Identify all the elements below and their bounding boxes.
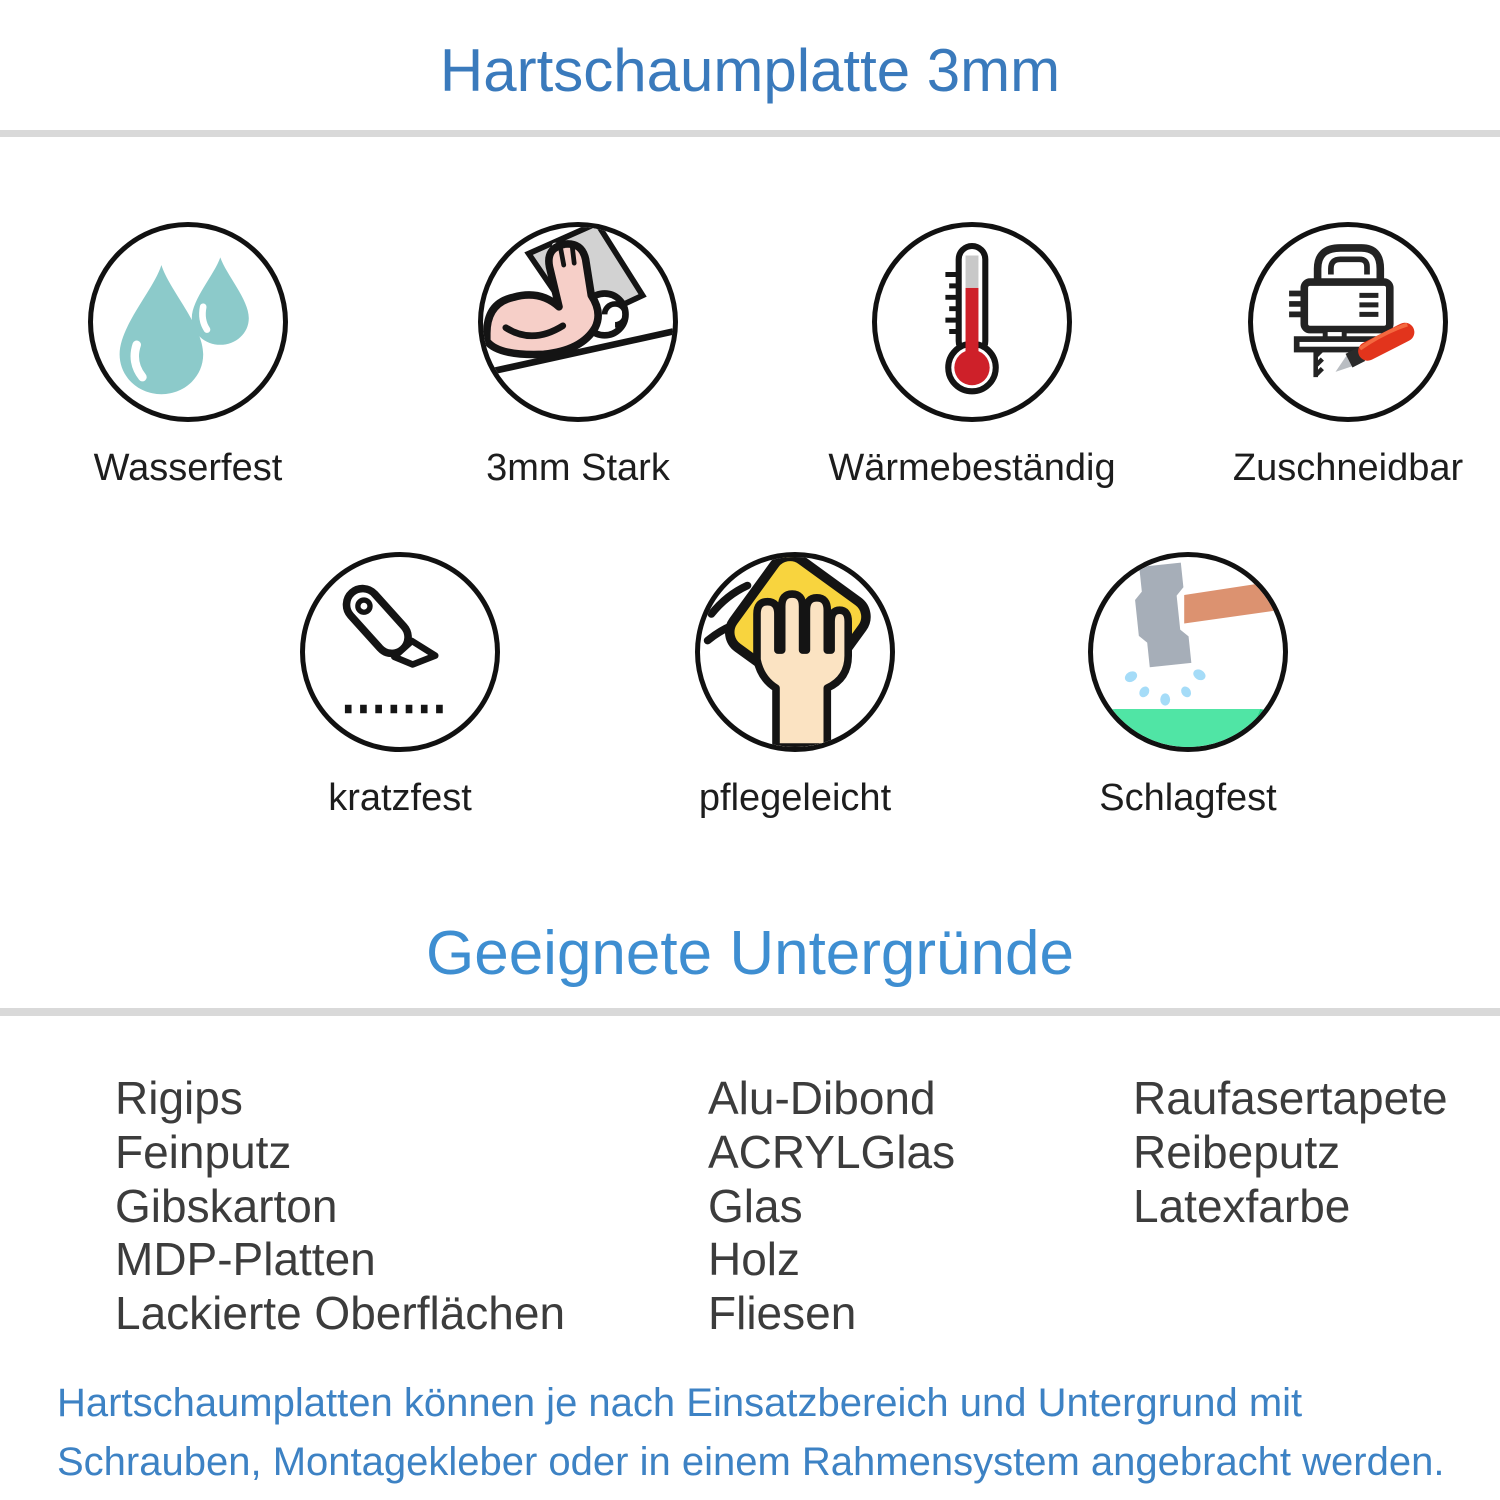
feature-zuschneidbar bbox=[1178, 222, 1500, 490]
hammer-icon bbox=[1093, 557, 1283, 747]
check-icon bbox=[628, 1128, 686, 1175]
feature-circle bbox=[695, 552, 895, 752]
checklist-item bbox=[628, 1179, 955, 1233]
feature-label: Zuschneidbar bbox=[1232, 447, 1464, 489]
surfaces-column-1 bbox=[35, 1071, 565, 1340]
surfaces-column-2 bbox=[628, 1071, 955, 1340]
check-icon bbox=[628, 1182, 686, 1229]
thermometer-icon bbox=[877, 227, 1067, 417]
surface-label: Glas bbox=[708, 1179, 803, 1232]
page-title: Hartschaumplatte 3mm bbox=[439, 37, 1061, 104]
checklist-item bbox=[35, 1179, 565, 1233]
feature-label: kratzfest bbox=[328, 777, 472, 819]
check-icon bbox=[35, 1290, 93, 1337]
check-icon bbox=[628, 1290, 686, 1337]
surface-label: Latexfarbe bbox=[1133, 1179, 1351, 1232]
checklist-item bbox=[628, 1286, 955, 1340]
check-icon bbox=[35, 1074, 93, 1121]
feature-wasserfest bbox=[18, 222, 358, 490]
checklist-item bbox=[35, 1286, 565, 1340]
feature-label: Schlagfest bbox=[1099, 777, 1277, 819]
check-icon bbox=[35, 1236, 93, 1283]
check-icon bbox=[1053, 1074, 1111, 1121]
footer-note-line2: Schrauben, Montagekleber oder in einem Rahmensystem angebracht werden. bbox=[57, 1440, 1445, 1484]
feature-schlagfest bbox=[1018, 552, 1358, 820]
surface-label: ACRYLGlas bbox=[708, 1125, 956, 1178]
checklist-item bbox=[628, 1071, 955, 1125]
jigsaw-icon bbox=[1253, 227, 1443, 417]
check-icon bbox=[1053, 1128, 1111, 1175]
feature-3mm-stark bbox=[408, 222, 748, 490]
surface-label: Alu-Dibond bbox=[708, 1071, 936, 1124]
surface-label: Fliesen bbox=[708, 1287, 857, 1340]
feature-circle bbox=[872, 222, 1072, 422]
feature-label: pflegeleicht bbox=[698, 777, 892, 819]
surface-label: Gibskarton bbox=[115, 1179, 338, 1232]
checklist-item bbox=[35, 1125, 565, 1179]
surface-label: MDP-Platten bbox=[115, 1233, 376, 1286]
check-icon bbox=[1053, 1182, 1111, 1229]
surface-label: Lackierte Oberflächen bbox=[115, 1287, 566, 1340]
surface-label: Rigips bbox=[115, 1071, 243, 1124]
cutter-knife-icon bbox=[305, 557, 495, 747]
water-drops-icon bbox=[93, 227, 283, 417]
feature-pflegeleicht bbox=[625, 552, 965, 820]
check-icon bbox=[35, 1182, 93, 1229]
surface-label: Reibeputz bbox=[1133, 1125, 1341, 1178]
checklist-item bbox=[628, 1125, 955, 1179]
feature-waermebestaendig bbox=[802, 222, 1142, 490]
feature-circle bbox=[300, 552, 500, 752]
feature-label: Wärmebeständig bbox=[828, 447, 1116, 489]
muscle-arm-icon bbox=[483, 227, 673, 417]
checklist-item bbox=[35, 1071, 565, 1125]
feature-kratzfest bbox=[230, 552, 570, 820]
section-title-untergruende: Geeignete Untergründe bbox=[425, 919, 1074, 988]
checklist-item bbox=[628, 1232, 955, 1286]
check-icon bbox=[35, 1128, 93, 1175]
feature-label: Wasserfest bbox=[93, 447, 283, 489]
feature-circle bbox=[478, 222, 678, 422]
check-icon bbox=[628, 1074, 686, 1121]
surface-label: Raufasertapete bbox=[1133, 1071, 1448, 1124]
surface-label: Feinputz bbox=[115, 1125, 292, 1178]
footer-note bbox=[57, 1374, 1444, 1492]
checklist-item bbox=[1053, 1071, 1448, 1125]
divider bbox=[0, 130, 1500, 137]
feature-circle bbox=[88, 222, 288, 422]
surface-label: Holz bbox=[708, 1233, 801, 1286]
feature-label: 3mm Stark bbox=[486, 447, 670, 489]
checklist-item bbox=[35, 1232, 565, 1286]
footer-note-line1: Hartschaumplatten können je nach Einsatzbereich und Untergrund mit bbox=[57, 1381, 1303, 1425]
checklist-item bbox=[1053, 1179, 1448, 1233]
feature-circle bbox=[1088, 552, 1288, 752]
feature-circle bbox=[1248, 222, 1448, 422]
divider bbox=[0, 1008, 1500, 1016]
cleaning-hand-icon bbox=[700, 557, 890, 747]
surfaces-column-3 bbox=[1053, 1071, 1448, 1232]
checklist-item bbox=[1053, 1125, 1448, 1179]
check-icon bbox=[628, 1236, 686, 1283]
